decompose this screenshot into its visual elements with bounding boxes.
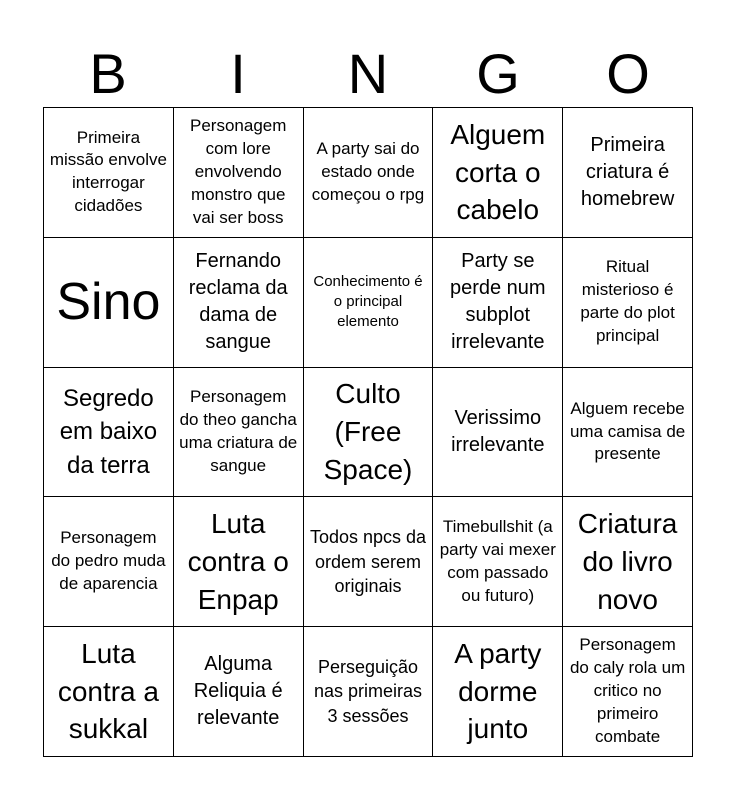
bingo-cell[interactable]	[174, 368, 304, 498]
header-letter-o: O	[606, 42, 650, 105]
cell-text: Sino	[56, 272, 161, 331]
bingo-cell[interactable]	[433, 108, 563, 238]
bingo-header	[43, 40, 693, 108]
bingo-cell[interactable]	[304, 108, 434, 238]
bingo-cell[interactable]	[563, 627, 693, 757]
bingo-cell[interactable]	[44, 368, 174, 498]
bingo-cell[interactable]	[174, 238, 304, 368]
cell-text: Luta contra a sukkal	[57, 637, 159, 745]
bingo-cell[interactable]	[433, 497, 563, 627]
header-letter-g: G	[476, 42, 520, 105]
bingo-cell[interactable]	[563, 238, 693, 368]
cell-text: Primeira criatura é homebrew	[580, 133, 675, 210]
bingo-cell[interactable]	[433, 627, 563, 757]
cell-text: Criatura do livro novo	[577, 508, 678, 615]
bingo-board	[43, 107, 693, 757]
cell-text: A party dorme junto	[454, 637, 542, 745]
bingo-cell[interactable]	[174, 108, 304, 238]
cell-text: Luta contra o Enpap	[187, 508, 289, 615]
cell-text: A party sai do estado onde começou o rpg	[311, 138, 425, 204]
cell-text: Alguma Reliquia é relevante	[193, 653, 283, 730]
bingo-cell free-space[interactable]	[304, 368, 434, 498]
bingo-cell[interactable]	[44, 238, 174, 368]
bingo-cell[interactable]	[44, 108, 174, 238]
cell-text: Personagem do caly rola um critico no primeiro combate	[569, 635, 686, 746]
bingo-cell[interactable]	[304, 627, 434, 757]
cell-text: Todos npcs da ordem serem originais	[309, 527, 427, 596]
cell-text: Personagem com lore envolvendo monstro que vai ser boss	[190, 116, 287, 227]
cell-text: Party se perde num subplot irrelevante	[449, 250, 546, 354]
bingo-cell[interactable]	[433, 368, 563, 498]
cell-text: Perseguição nas primeiras 3 sessões	[313, 657, 423, 726]
bingo-cell[interactable]	[563, 368, 693, 498]
bingo-cell[interactable]	[433, 238, 563, 368]
cell-text: Personagem do theo gancha uma criatura de sangue	[179, 387, 298, 475]
cell-text: Ritual misterioso é parte do plot principal	[580, 257, 675, 346]
header-letter-n: N	[347, 42, 389, 105]
bingo-cell[interactable]	[174, 627, 304, 757]
bingo-cell[interactable]	[174, 497, 304, 627]
bingo-cell[interactable]	[563, 497, 693, 627]
cell-text: Fernando reclama da dama de sangue	[188, 250, 288, 354]
bingo-cell[interactable]	[304, 238, 434, 368]
bingo-cell[interactable]	[304, 497, 434, 627]
bingo-cell[interactable]	[44, 627, 174, 757]
cell-text: Verissimo irrelevante	[451, 406, 545, 456]
bingo-cell[interactable]	[563, 108, 693, 238]
cell-text: Alguem corta o cabelo	[450, 118, 546, 226]
cell-text: Primeira missão envolve interrogar cidadões	[49, 127, 167, 216]
cell-text: Alguem recebe uma camisa de presente	[569, 398, 686, 464]
bingo-cell[interactable]	[44, 497, 174, 627]
cell-text: Personagem do pedro muda de aparencia	[51, 528, 166, 594]
cell-text: Timebullshit (a party vai mexer com passado ou futuro)	[439, 516, 556, 605]
header-letter-i: I	[230, 42, 246, 105]
header-letter-b: B	[89, 42, 127, 105]
cell-text: Culto (Free Space)	[323, 378, 413, 485]
cell-text: Conhecimento é o principal elemento	[313, 272, 423, 331]
cell-text: Segredo em baixo da terra	[59, 384, 158, 479]
